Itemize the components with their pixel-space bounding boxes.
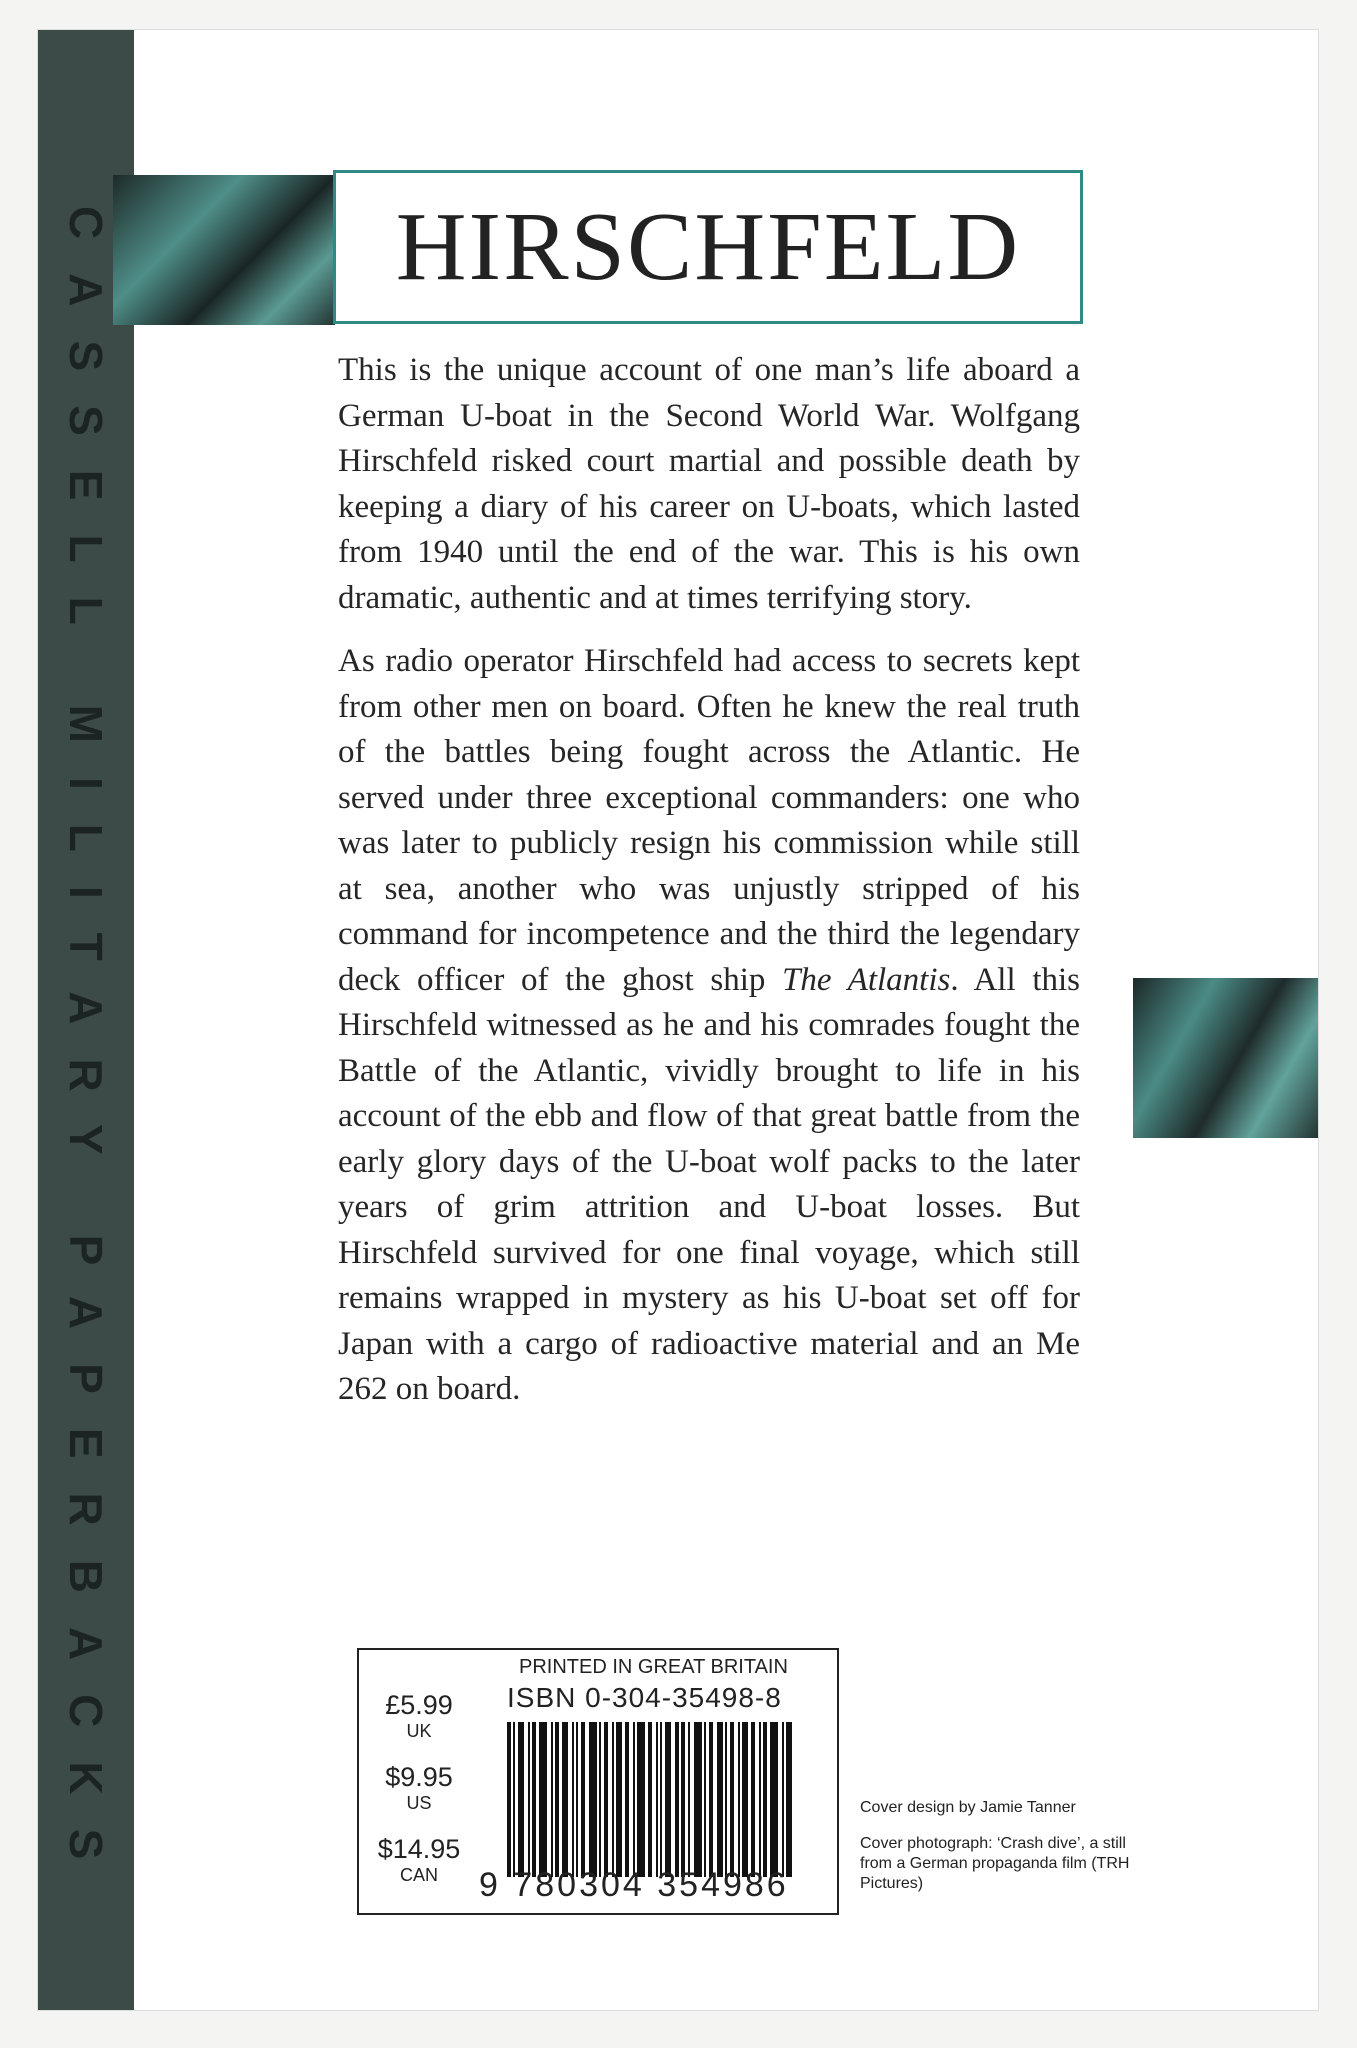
isbn-number: ISBN 0-304-35498-8 <box>507 1682 782 1713</box>
barcode-bar <box>675 1722 679 1877</box>
barcode-bar <box>763 1722 767 1877</box>
barcode-bar <box>555 1722 559 1877</box>
price-amount: £5.99 <box>385 1690 453 1720</box>
cover-photo-credit: Cover photograph: ‘Crash dive’, a still from a German propaganda film (TRH Pictures) <box>860 1835 1130 1892</box>
barcode-bar <box>637 1722 645 1877</box>
price-currency: US <box>406 1793 432 1813</box>
barcode-bar <box>770 1722 778 1877</box>
barcode-box <box>357 1648 839 1915</box>
barcode-bar <box>625 1722 629 1877</box>
price-amount: $9.95 <box>385 1762 453 1792</box>
blurb-text: As radio operator Hirschfeld had access to secrets kept from other men on board. Often he knew the real truth of the battles being fought across the Atlantic. He served under three exceptional commanders: one who was later to publicly resign his commission while still at sea, another who was unjustly stripped of his command for incompetence and the third the legendary deck officer of the ghost ship <box>338 643 1080 998</box>
cover-design-credit: Cover design by Jamie Tanner <box>860 1799 1076 1816</box>
barcode-bar <box>532 1722 536 1877</box>
barcode-bar <box>616 1722 622 1877</box>
barcode-bar <box>730 1722 734 1877</box>
barcode-bar <box>665 1722 671 1877</box>
barcode-bar <box>688 1722 690 1877</box>
barcode-bar <box>656 1722 658 1877</box>
ship-name: The Atlantis <box>782 961 951 998</box>
barcode-bar <box>786 1722 792 1877</box>
barcode-bar <box>572 1722 574 1877</box>
barcode-bar <box>782 1722 784 1877</box>
uboat-photo-thumbnail <box>113 175 335 325</box>
barcode-bar <box>694 1722 702 1877</box>
barcode-bar <box>581 1722 585 1877</box>
price-can <box>377 1834 461 1886</box>
ean-number: 9 780304 354986 <box>479 1866 789 1904</box>
spine-label <box>38 150 134 1950</box>
barcode-bar <box>681 1722 685 1877</box>
barcode-bar <box>562 1722 568 1877</box>
barcode-bar <box>528 1722 530 1877</box>
barcode-bar <box>539 1722 547 1877</box>
barcode-bar <box>660 1722 662 1877</box>
barcode-bar <box>604 1722 608 1877</box>
blurb-paragraph-2 <box>338 639 1080 1413</box>
printed-in-label: PRINTED IN GREAT BRITAIN <box>519 1656 788 1678</box>
cover-credits <box>860 1798 1150 1910</box>
book-title: HIRSCHFELD <box>395 193 1021 301</box>
barcode-bar <box>709 1722 713 1877</box>
barcode-bar <box>742 1722 748 1877</box>
blurb <box>338 348 1080 1413</box>
barcode-bar <box>589 1722 597 1877</box>
price-amount: $14.95 <box>377 1834 461 1864</box>
barcode-bar <box>704 1722 706 1877</box>
price-uk <box>377 1690 461 1742</box>
barcode-bar <box>738 1722 740 1877</box>
barcode-bar <box>599 1722 601 1877</box>
title-box <box>333 170 1083 324</box>
price-currency: UK <box>406 1721 432 1741</box>
barcode-bar <box>648 1722 652 1877</box>
barcode-bar <box>612 1722 614 1877</box>
barcode-bar <box>633 1722 635 1877</box>
price-us <box>377 1762 461 1814</box>
barcode-bars <box>507 1722 825 1877</box>
uboat-photo-side <box>1133 978 1318 1138</box>
barcode-bar <box>759 1722 761 1877</box>
barcode-bar <box>751 1722 755 1877</box>
barcode-bar <box>518 1722 524 1877</box>
barcode-bar <box>725 1722 727 1877</box>
barcode-bar <box>507 1722 511 1877</box>
barcode-bar <box>717 1722 723 1877</box>
spine-series-text: CASSELL MILITARY PAPERBACKS <box>60 206 112 1894</box>
barcode-bar <box>551 1722 553 1877</box>
barcode-bar <box>513 1722 515 1877</box>
blurb-paragraph-1: This is the unique account of one man’s life aboard a German U-boat in the Second World War. Wolfgang Hirschfeld risked court martial and possible death by keeping a diary of his career on U-boats, which lasted from 1940 until the end of the war. This is his own dramatic, authentic and at times terrifying story. <box>338 352 1080 616</box>
blurb-text: . All this Hirschfeld witnessed as he and his comrades fought the Battle of the Atlantic, vividly brought to life in his account of the ebb and flow of that great battle from the early glory days of the U-boat wolf packs to the later years of grim attrition and U-boat losses. But Hirschfeld survived for one final voyage, which still remains wrapped in mystery as his U-boat set off for Japan with a cargo of radioactive material and an Me 262 on board. <box>338 961 1080 1407</box>
price-currency: CAN <box>399 1865 438 1885</box>
barcode-bar <box>576 1722 578 1877</box>
